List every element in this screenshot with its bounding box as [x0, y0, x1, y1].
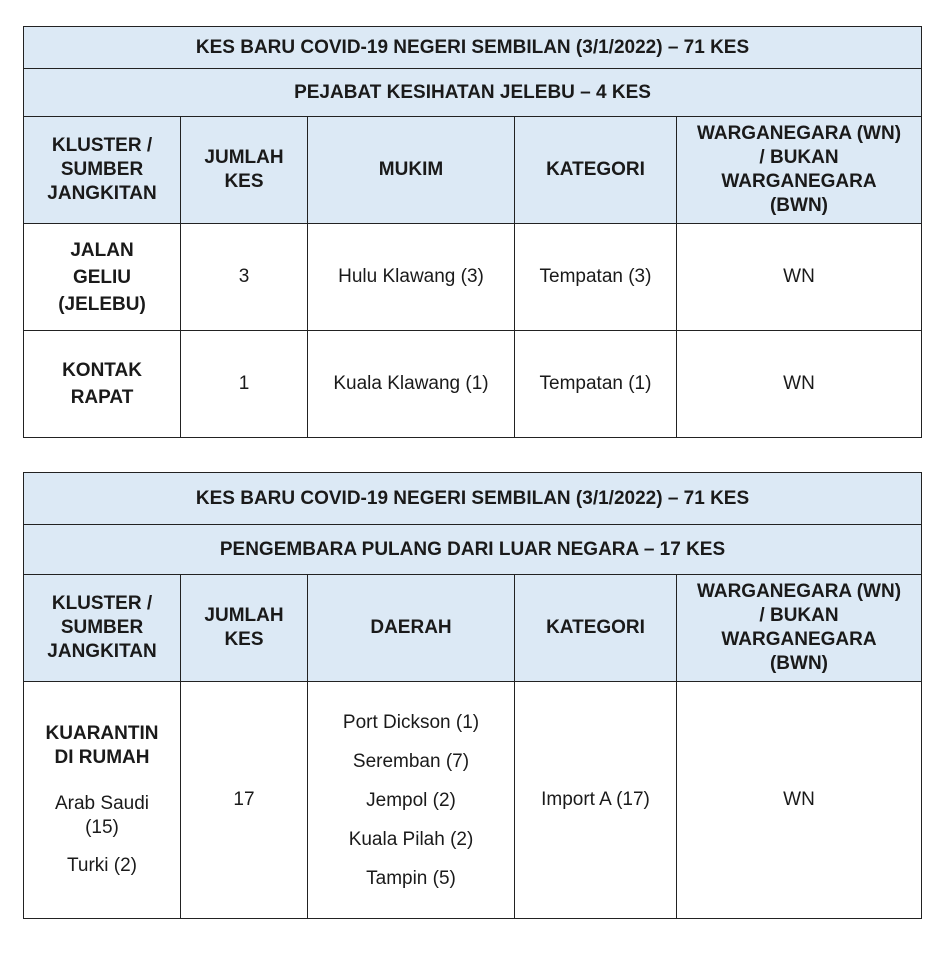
cell-jumlah: 3	[181, 224, 308, 331]
origin-line: Turki (2)	[66, 855, 138, 876]
header-daerah: DAERAH	[308, 575, 515, 682]
table-row	[24, 682, 922, 919]
cell-warganegara: WN	[677, 224, 922, 331]
cell-jumlah: 1	[181, 331, 308, 438]
column-header-row	[24, 575, 922, 682]
table-title: KES BARU COVID-19 NEGERI SEMBILAN (3/1/2022) – 71 KES	[24, 473, 922, 525]
table-subtitle: PENGEMBARA PULANG DARI LUAR NEGARA – 17 KES	[24, 525, 922, 575]
table-row	[24, 331, 922, 438]
district-line: Kuala Pilah (2)	[348, 828, 474, 850]
header-kluster: KLUSTER / SUMBER JANGKITAN	[24, 117, 181, 224]
jelebu-cases-table	[23, 26, 922, 438]
cell-mukim: Kuala Klawang (1)	[308, 331, 515, 438]
cell-daerah	[308, 682, 515, 919]
imported-cases-table	[23, 472, 922, 919]
cell-kategori: Tempatan (3)	[515, 224, 677, 331]
header-jumlah-kes: JUMLAH KES	[181, 575, 308, 682]
cell-kategori: Import A (17)	[515, 682, 677, 919]
header-mukim: MUKIM	[308, 117, 515, 224]
cell-kluster: JALAN GELIU (JELEBU)	[24, 224, 181, 331]
cell-warganegara: WN	[677, 682, 922, 919]
column-header-row	[24, 117, 922, 224]
table-title: KES BARU COVID-19 NEGERI SEMBILAN (3/1/2022) – 71 KES	[24, 27, 922, 69]
district-line: Jempol (2)	[366, 789, 456, 811]
header-kategori: KATEGORI	[515, 117, 677, 224]
header-jumlah-kes: JUMLAH KES	[181, 117, 308, 224]
header-kategori: KATEGORI	[515, 575, 677, 682]
header-warganegara: WARGANEGARA (WN) / BUKAN WARGANEGARA (BWN)	[677, 117, 922, 224]
cell-kluster: KUARANTIN DI RUMAH Arab Saudi (15) Turki (2)	[24, 682, 181, 919]
cell-warganegara: WN	[677, 331, 922, 438]
cell-jumlah: 17	[181, 682, 308, 919]
cell-kategori: Tempatan (1)	[515, 331, 677, 438]
origin-line: Arab Saudi	[54, 793, 149, 814]
district-line: Tampin (5)	[366, 867, 456, 889]
cell-mukim: Hulu Klawang (3)	[308, 224, 515, 331]
cell-kluster: KONTAK RAPAT	[24, 331, 181, 438]
header-warganegara: WARGANEGARA (WN) / BUKAN WARGANEGARA (BWN)	[677, 575, 922, 682]
table-subtitle: PEJABAT KESIHATAN JELEBU – 4 KES	[24, 69, 922, 117]
district-line: Seremban (7)	[352, 750, 470, 772]
header-kluster: KLUSTER / SUMBER JANGKITAN	[24, 575, 181, 682]
district-line: Port Dickson (1)	[342, 711, 480, 733]
table-row	[24, 224, 922, 331]
origin-line: (15)	[85, 817, 119, 838]
